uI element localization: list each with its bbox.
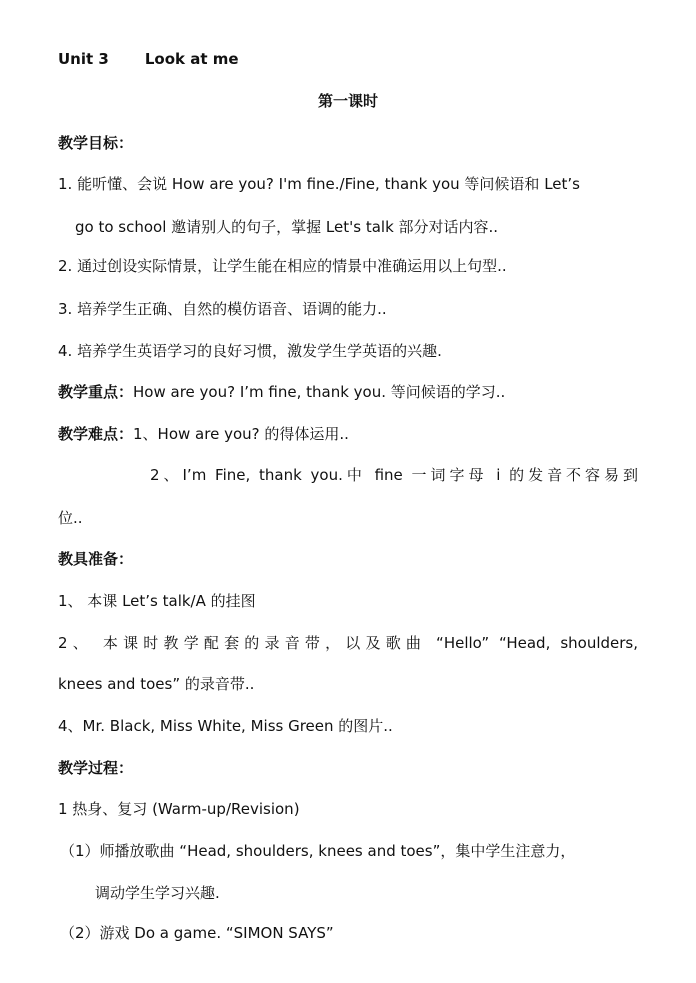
process-heading: 教学过程： xyxy=(58,759,134,777)
material-2-line-2: knees and toes” 的录音带.. xyxy=(58,675,255,693)
process-sub-2: （2）游戏 Do a game. “SIMON SAYS” xyxy=(60,924,334,942)
difficulty-2-line-1: 2、I’m Fine, thank you.中 fine 一词字母 i 的发音不容易到 xyxy=(150,466,638,484)
unit-number: Unit 3 xyxy=(58,50,109,68)
unit-header xyxy=(58,48,638,70)
difficulty-2-line-2: 位.. xyxy=(58,509,83,527)
key-points xyxy=(58,381,638,403)
materials-heading: 教具准备： xyxy=(58,550,134,568)
process-sub-1-line-1: （1）师播放歌曲 “Head, shoulders, knees and toes”，集中学生注意力， xyxy=(60,842,576,860)
difficulties-label: 教学难点： xyxy=(58,425,134,443)
difficulties xyxy=(58,423,638,445)
objective-1-line-1: 1. 能听懂、会说 How are you? I'm fine./Fine, thank you 等问候语和 Let’s xyxy=(58,175,580,193)
process-sub-1-line-2: 调动学生学习兴趣. xyxy=(95,884,220,902)
key-points-label: 教学重点： xyxy=(58,383,134,401)
unit-title: Look at me xyxy=(144,50,239,68)
objective-3: 3. 培养学生正确、自然的模仿语音、语调的能力.. xyxy=(58,300,387,318)
process-step-1: 1 热身、复习 (Warm-up/Revision) xyxy=(58,800,300,818)
objective-1-line-2: go to school 邀请别人的句子，掌握 Let's talk 部分对话内容.. xyxy=(75,218,499,236)
material-2-line-1: 2、 本课时教学配套的录音带，以及歌曲 “Hello” “Head, shoulders, xyxy=(58,634,638,652)
key-points-text: How are you? I’m fine, thank you. 等问候语的学习.. xyxy=(133,383,506,401)
material-4: 4、Mr. Black, Miss White, Miss Green 的图片.. xyxy=(58,717,393,735)
lesson-title: 第一课时 xyxy=(317,92,378,110)
objective-2: 2. 通过创设实际情景，让学生能在相应的情景中准确运用以上句型.. xyxy=(58,257,507,275)
objective-4: 4. 培养学生英语学习的良好习惯，激发学生学英语的兴趣. xyxy=(58,342,442,360)
material-1: 1、 本课 Let’s talk/A 的挂图 xyxy=(58,592,256,610)
objectives-heading: 教学目标： xyxy=(58,134,134,152)
difficulty-1: 1、How are you? 的得体运用.. xyxy=(133,425,349,443)
